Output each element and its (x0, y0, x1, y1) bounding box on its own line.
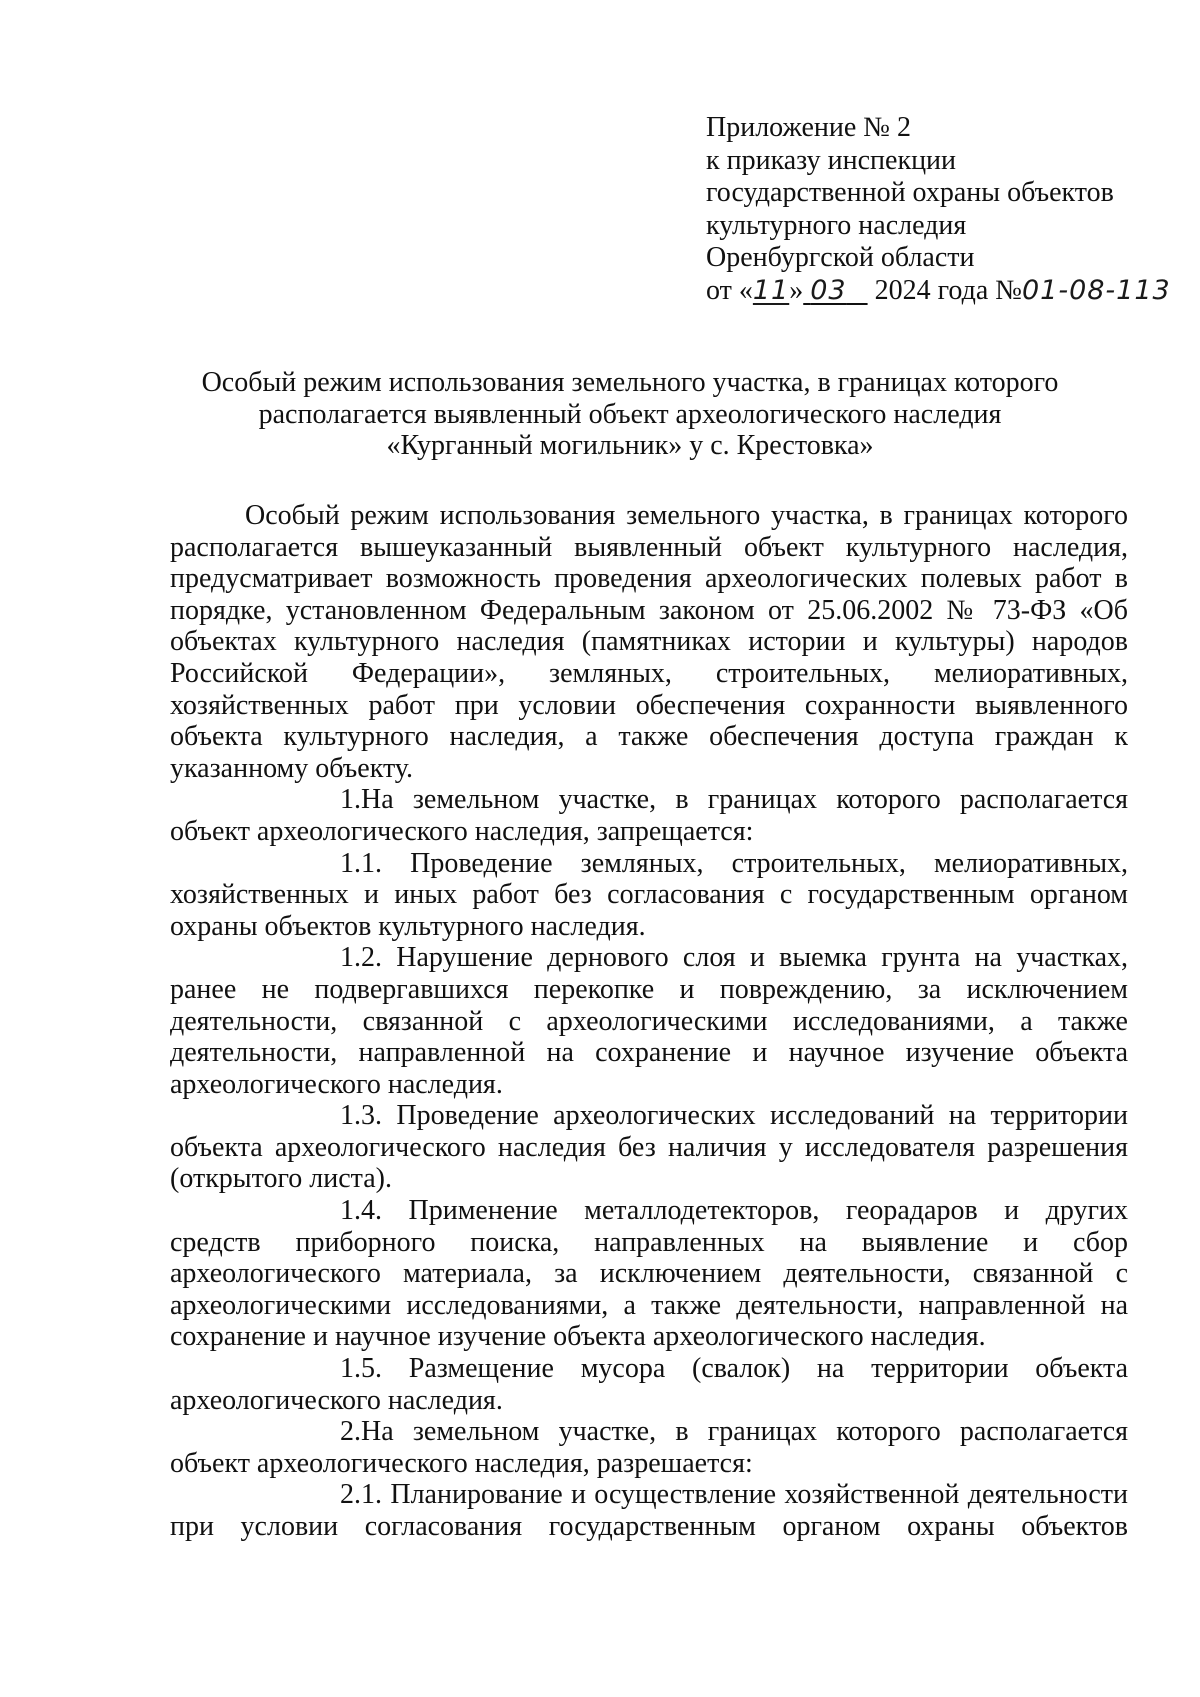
section-text: На земельном участке, в границах которого располагается объект археологического наследия, запрещается: (170, 784, 1128, 847)
item-number: 2.1. (340, 1479, 382, 1511)
item-text: Нарушение дернового слоя и выемка грунта на участках, ранее не подвергавшихся перекопке и повреждению, за исключением деятельности, связанной с археологическими исследованиями, а также деятельности, направленной на сохранение и научное изучение объекта археологического наследия. (170, 942, 1128, 1100)
item-text: Проведение археологических исследований на территории объекта археологического наследия без наличия у исследователя разрешения (открытого листа). (170, 1100, 1129, 1195)
list-item (170, 1479, 1128, 1542)
handwritten-order-number: 01-08-113 (1021, 274, 1171, 306)
item-number: 1.5. (340, 1353, 382, 1385)
item-number: 1.2. (340, 942, 382, 974)
appendix-header (706, 112, 1171, 307)
item-text: Планирование и осуществление хозяйственной деятельности при условии согласования государственным органом охраны объектов (170, 1479, 1128, 1542)
title-line: располагается выявленный объект археологического наследия (258, 398, 1002, 430)
section-2 (170, 1416, 1128, 1479)
handwritten-month: 03 (810, 274, 847, 306)
title-line: Особый режим использования земельного участка, в границах которого (201, 367, 1059, 398)
section-number: 2. (340, 1416, 361, 1448)
appendix-line: культурного наследия (706, 209, 967, 241)
year-text: 2024 года № (874, 274, 1022, 306)
section-text: На земельном участке, в границах которого располагается объект археологического наследия, разрешается: (170, 1416, 1128, 1479)
month-blank (803, 275, 867, 306)
list-item (170, 848, 1128, 943)
item-number: 1.3. (340, 1100, 382, 1132)
intro-paragraph: Особый режим использования земельного участка, в границах которого располагается вышеуказанный выявленный объект культурного наследия, предусматривает возможность проведения археологических полевых работ в порядке, установленном Федеральным законом от 25.06.2002 № 73-ФЗ «Об объектах культурного наследия (памятниках истории и культуры) народов Российской Федерации», земляных, строительных, мелиоративных, хозяйственных работ при условии обеспечения сохранности выявленного объекта культурного наследия, а также обеспечения доступа граждан к указанному объекту. (170, 500, 1128, 784)
item-number: 1.4. (340, 1195, 382, 1227)
list-item (170, 1195, 1128, 1353)
item-text: Применение металлодетекторов, георадаров и других средств приборного поиска, направленных на выявление и сбор археологического материала, за исключением деятельности, связанной с археологическими исследованиями, а также деятельности, направленной на сохранение и научное изучение объекта археологического наследия. (170, 1195, 1129, 1353)
appendix-line: государственной охраны объектов (706, 177, 1114, 208)
document-body (170, 500, 1128, 1543)
item-text: Размещение мусора (свалок) на территории объекта археологического наследия. (170, 1353, 1128, 1416)
appendix-line: Приложение № 2 (706, 112, 911, 143)
section-1 (170, 784, 1128, 847)
order-date-line (706, 275, 1171, 308)
handwritten-day: 11 (752, 274, 790, 306)
document-title (160, 367, 1100, 462)
section-number: 1. (340, 784, 361, 816)
date-prefix: от « (706, 274, 753, 306)
item-text: Проведение земляных, строительных, мелиоративных, хозяйственных и иных работ без согласования с государственным органом охраны объектов культурного наследия. (170, 847, 1128, 942)
item-number: 1.1. (340, 847, 382, 879)
list-item (170, 1100, 1128, 1195)
title-line: «Курганный могильник» у с. Крестовка» (386, 430, 874, 461)
appendix-line: к приказу инспекции (706, 144, 957, 176)
appendix-line: Оренбургской области (706, 242, 975, 273)
list-item (170, 1353, 1128, 1416)
list-item (170, 942, 1128, 1100)
date-mid: » (789, 274, 804, 306)
